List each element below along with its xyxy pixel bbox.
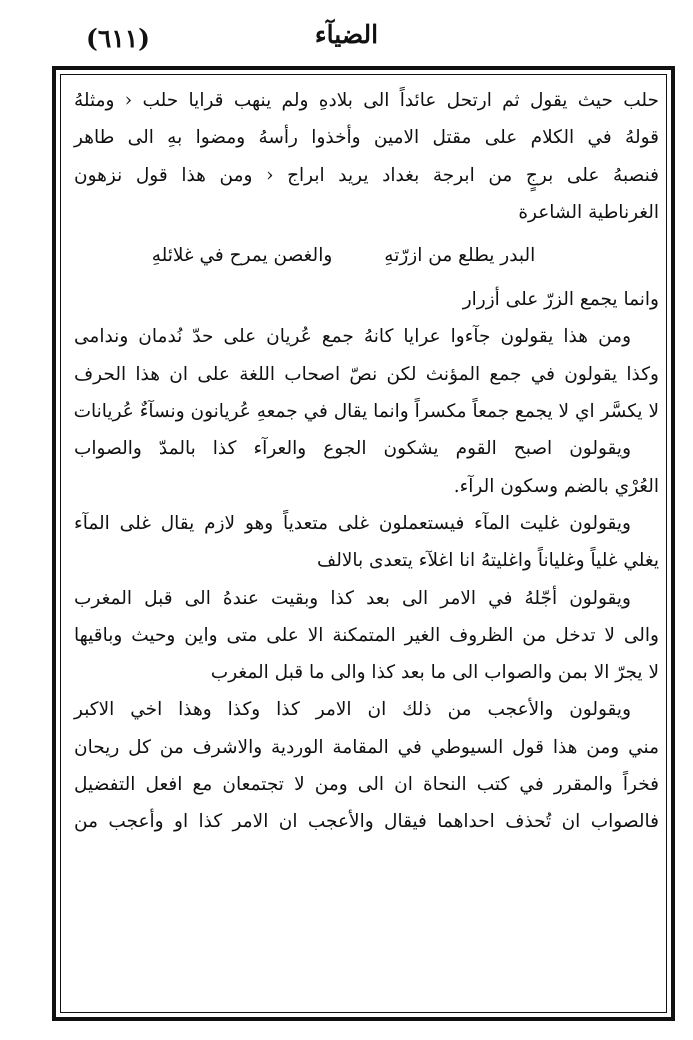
text-line: قولهُ في الكلام على مقتل الامين وأخذوا رأسهُ ومضوا بهِ الى طاهر [74, 127, 659, 149]
text-line: يغلي غلياً وغلياناً واغليتهُ انا اغلآء يتعدى بالالف [317, 550, 659, 572]
text-line: فخراً والمقرر في كتب النحاة ان الى ومن لا تجتمعان مع افعل التفضيل [74, 774, 659, 796]
page-header [40, 14, 653, 58]
text-line: ويقولون والأعجب من ذلك ان الامر كذا وكذا وهذا اخي الاكبر [74, 699, 631, 721]
verse-hemistich-second: والغصن يمرح في غلائلهِ [151, 245, 333, 267]
text-line: لا يجرّ الا بمن والصواب الى ما بعد كذا والى ما قبل المغرب [210, 662, 659, 684]
text-body [62, 82, 665, 841]
text-line: العُرْي بالضم وسكون الرآء. [453, 475, 659, 497]
text-line: ويقولون غليت المآء فيستعملون غلى متعدياً وهو لازم يقال غلى المآء [74, 512, 631, 534]
text-line: والى لا تدخل من الظروف الغير المتمكنة الا على متى واين وحيث وباقيها [74, 624, 659, 646]
page-number: (٦١١) [86, 24, 150, 53]
running-title: الضيآء [314, 20, 379, 49]
verse-hemistich-first: البدر يطلع من ازرّتهِ [384, 245, 536, 267]
text-line: فالصواب ان تُحذف احداهما فيقال والأعجب ان الامر كذا او وأعجب من [74, 811, 659, 833]
text-line: الغرناطية الشاعرة [518, 201, 659, 223]
text-line: وانما يجمع الزرّ على أزرار [462, 289, 659, 311]
text-line: حلب حيث يقول ثم ارتحل عائداً الى بلادهِ ولم ينهب قرايا حلب ‹ ومثلهُ [74, 90, 659, 111]
text-line: ويقولون اصبح القوم يشكون الجوع والعرآء كذا بالمدّ والصواب [74, 438, 631, 460]
text-line: وكذا يقولون في جمع المؤنث لكن نصّ اصحاب اللغة على ان هذا الحرف [74, 363, 659, 385]
text-line: ومن هذا يقولون جآءوا عرايا كانهُ جمع عُريان على حدّ نُدمان وندامى [74, 326, 631, 348]
text-line: مني ومن هذا قول السيوطي في المقامة الوردية والاشرف من كل ريحان [74, 736, 659, 758]
poem-verse [62, 231, 665, 281]
text-line: لا يكسَّر اي لا يجمع جمعاً مكسراً وانما يقال في جمعهِ عُريانون ونسآءٌ عُريانات [73, 401, 659, 423]
text-line: ويقولون أجّلهُ في الامر الى بعد كذا وبقيت عندهُ الى قبل المغرب [74, 587, 631, 609]
text-line: فنصبهُ على برجٍ من ابرجة بغداد يريد ابراج ‹ ومن هذا قول نزهون [74, 164, 659, 186]
